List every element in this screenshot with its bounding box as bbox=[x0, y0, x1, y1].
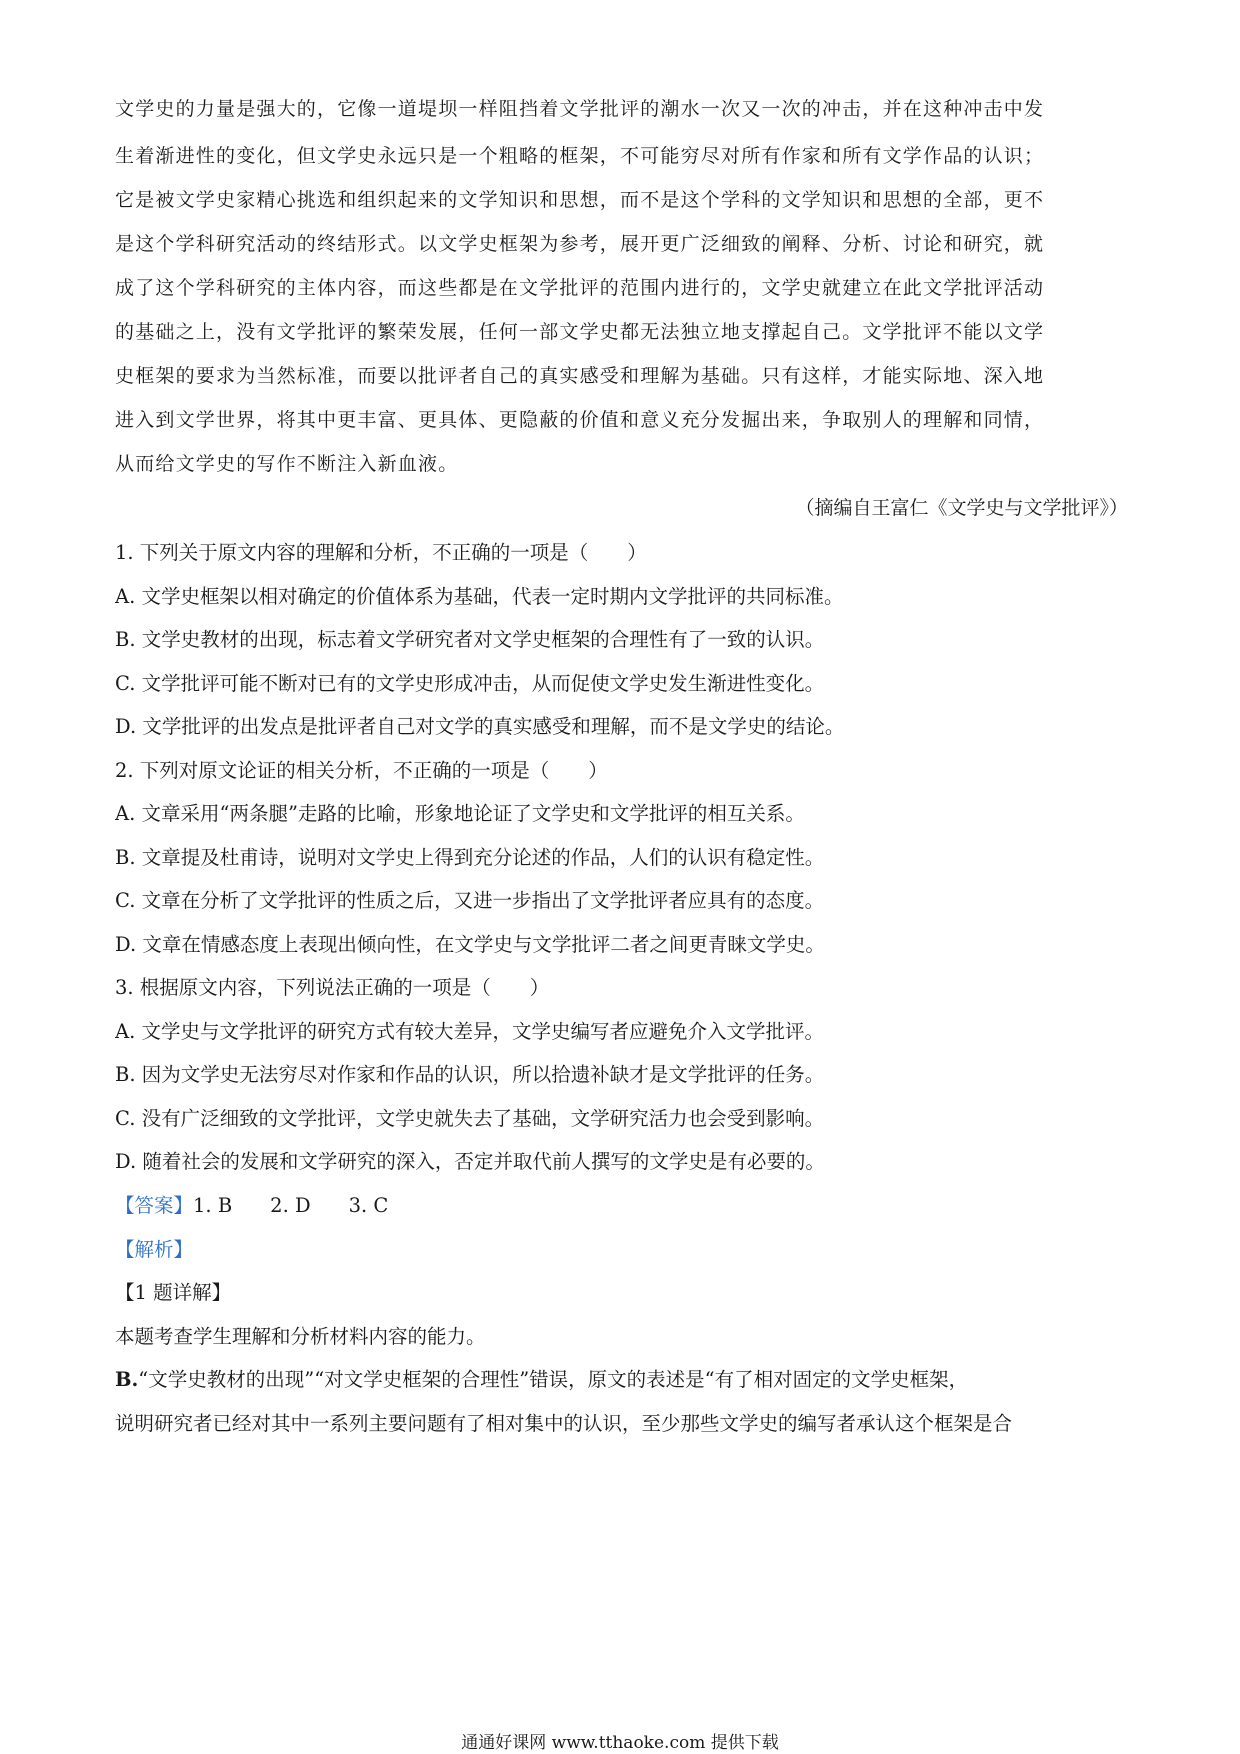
question-option: D. 文章在情感态度上表现出倾向性，在文学史与文学批评二者之间更青睐文学史。 bbox=[115, 933, 825, 956]
passage-line: 是这个学科研究活动的终结形式。以文学史框架为参考，展开更广泛细致的阐释、分析、讨论和研究，就 bbox=[115, 233, 1045, 255]
passage-line: 的基础之上，没有文学批评的繁荣发展，任何一部文学史都无法独立地支撑起自己。文学批评不能以文学 bbox=[115, 321, 1045, 343]
question-option: A. 文学史框架以相对确定的价值体系为基础，代表一定时期内文学批评的共同标准。 bbox=[115, 585, 844, 608]
question-option: D. 文学批评的出发点是批评者自己对文学的真实感受和理解，而不是文学史的结论。 bbox=[115, 715, 845, 738]
question-stem: 3. 根据原文内容，下列说法正确的一项是（ ） bbox=[115, 976, 550, 999]
passage-line: 进入到文学世界，将其中更丰富、更具体、更隐蔽的价值和意义充分发掘出来，争取别人的理解和同情， bbox=[115, 409, 1045, 431]
answer-item: 1. B bbox=[193, 1194, 233, 1217]
analysis-b-line bbox=[115, 1364, 1125, 1392]
passage-line: 生着渐进性的变化，但文学史永远只是一个粗略的框架，不可能穷尽对所有作家和所有文学作品的认识； bbox=[115, 145, 1045, 167]
footer-watermark: 通通好课网 www.tthaoke.com 提供下载 bbox=[461, 1733, 779, 1753]
question-option: B. 因为文学史无法穷尽对作家和作品的认识，所以拾遗补缺才是文学批评的任务。 bbox=[115, 1063, 825, 1086]
question-option: C. 没有广泛细致的文学批评，文学史就失去了基础，文学研究活力也会受到影响。 bbox=[115, 1107, 825, 1130]
analysis-intro: 本题考查学生理解和分析材料内容的能力。 bbox=[115, 1325, 486, 1348]
question-option: A. 文学史与文学批评的研究方式有较大差异，文学史编写者应避免介入文学批评。 bbox=[115, 1020, 824, 1043]
question-option: B. 文章提及杜甫诗，说明对文学史上得到充分论述的作品，人们的认识有稳定性。 bbox=[115, 846, 825, 869]
question-stem: 2. 下列对原文论证的相关分析，不正确的一项是（ ） bbox=[115, 759, 608, 782]
analysis-b-text: “文学史教材的出现”“对文学史框架的合理性”错误，原文的表述是“有了相对固定的文学史框架， bbox=[138, 1368, 969, 1391]
analysis-subhead: 【1 题详解】 bbox=[115, 1281, 232, 1304]
passage-line: 成了这个学科研究的主体内容，而这些都是在文学批评的范围内进行的，文学史就建立在此文学批评活动 bbox=[115, 277, 1045, 299]
analysis-label: 【解析】 bbox=[115, 1238, 194, 1261]
passage-line: 史框架的要求为当然标准，而要以批评者自己的真实感受和理解为基础。只有这样，才能实际地、深入地 bbox=[115, 365, 1045, 387]
answer-item: 2. D bbox=[270, 1194, 311, 1217]
passage-line: 从而给文学史的写作不断注入新血液。 bbox=[115, 453, 459, 475]
analysis-b-prefix: B. bbox=[115, 1368, 139, 1391]
question-option: A. 文章采用“两条腿”走路的比喻，形象地论证了文学史和文学批评的相互关系。 bbox=[115, 802, 805, 825]
passage-line: 文学史的力量是强大的，它像一道堤坝一样阻挡着文学批评的潮水一次又一次的冲击，并在这种冲击中发 bbox=[115, 98, 1045, 120]
passage-source: （摘编自王富仁《文学史与文学批评》） bbox=[795, 497, 1128, 519]
answer-label: 【答案】 bbox=[115, 1194, 194, 1217]
question-stem: 1. 下列关于原文内容的理解和分析，不正确的一项是（ ） bbox=[115, 541, 647, 564]
answer-row bbox=[115, 1190, 1125, 1218]
question-option: B. 文学史教材的出现，标志着文学研究者对文学史框架的合理性有了一致的认识。 bbox=[115, 628, 825, 651]
question-option: C. 文章在分析了文学批评的性质之后，又进一步指出了文学批评者应具有的态度。 bbox=[115, 889, 825, 912]
question-option: D. 随着社会的发展和文学研究的深入，否定并取代前人撰写的文学史是有必要的。 bbox=[115, 1150, 825, 1173]
question-option: C. 文学批评可能不断对已有的文学史形成冲击，从而促使文学史发生渐进性变化。 bbox=[115, 672, 825, 695]
passage-line: 它是被文学史家精心挑选和组织起来的文学知识和思想，而不是这个学科的文学知识和思想的全部，更不 bbox=[115, 189, 1045, 211]
analysis-b-line: 说明研究者已经对其中一系列主要问题有了相对集中的认识，至少那些文学史的编写者承认这个框架是合 bbox=[115, 1412, 1013, 1435]
answer-item: 3. C bbox=[348, 1194, 389, 1217]
